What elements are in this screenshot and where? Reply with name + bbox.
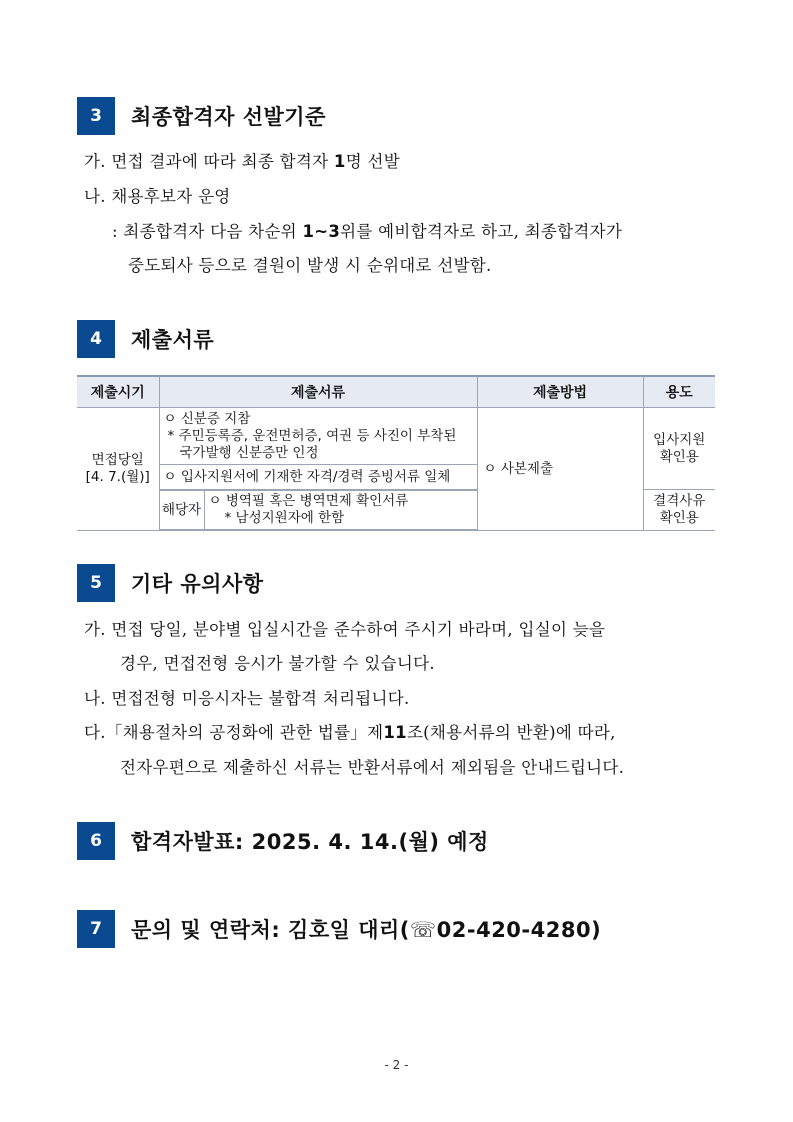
page-number: - 2 - [384, 1058, 409, 1072]
s3-item-na-detail-cont: 중도퇴사 등으로 결원이 발생 시 순위대로 선발함. [128, 256, 492, 275]
s3-item-na-detail: : 최종합격자 다음 차순위 1~3위를 예비합격자로 하고, 최종합격자가 [112, 222, 623, 241]
method-cell: ㅇ 사본제출 [477, 408, 643, 531]
section-title: 최종합격자 선발기준 [131, 105, 326, 129]
s5-item-da: 다.「채용절차의 공정화에 관한 법률」제11조(채용서류의 반환)에 따라, [84, 723, 616, 742]
timing-text: 면접당일 [91, 452, 144, 468]
use-text: 확인용 [659, 448, 699, 465]
document-note: * 남성지원자에 한함 [224, 510, 345, 526]
section-number-badge: 3 [77, 97, 115, 135]
use-text: 확인용 [659, 510, 699, 526]
section-7-heading [77, 910, 601, 948]
section-3-heading [77, 97, 326, 135]
s3-item-na: 나. 채용후보자 운영 [84, 187, 231, 206]
submission-documents-table [77, 375, 715, 531]
timing-cell [77, 408, 159, 531]
s3-item-ga: 가. 면접 결과에 따라 최종 합격자 1명 선발 [84, 152, 400, 171]
use-text: 입사지원 [653, 431, 706, 448]
section-number-badge: 5 [77, 564, 115, 602]
section-title: 기타 유의사항 [131, 572, 264, 596]
s5-item-ga-cont: 경우, 면접전형 응시가 불가할 수 있습니다. [120, 654, 435, 673]
header-cell: 제출방법 [477, 376, 643, 408]
table-header-row [77, 376, 715, 408]
s5-item-da-cont: 전자우편으로 제출하신 서류는 반환서류에서 제외됨을 안내드립니다. [120, 758, 625, 777]
use-cell [643, 408, 715, 490]
use-text: 결격사유 [653, 493, 706, 509]
section-title: 합격자발표: 2025. 4. 14.(월) 예정 [131, 830, 489, 854]
document-cell: ㅇ 입사지원서에 기재한 자격/경력 증빙서류 일체 [159, 465, 477, 490]
section-title: 제출서류 [131, 328, 215, 352]
applicable-subtable [160, 490, 477, 530]
document-line: ㅇ 신분증 지참 [163, 410, 251, 427]
document-cell [159, 408, 477, 465]
s5-item-na: 나. 면접전형 미응시자는 불합격 처리됩니다. [84, 689, 410, 708]
section-title: 문의 및 연락처: 김호일 대리(☏02-420-4280) [131, 918, 602, 942]
applicable-docs [204, 491, 477, 530]
use-cell [643, 490, 715, 531]
document-line: ㅇ 병역필 혹은 병역면제 확인서류 [208, 493, 409, 509]
header-cell: 제출서류 [159, 376, 477, 408]
table-row [77, 408, 715, 465]
section-number-badge: 4 [77, 320, 115, 358]
timing-date: [4. 7.(월)] [85, 469, 150, 485]
section-6-heading [77, 822, 489, 860]
section-number-badge: 6 [77, 822, 115, 860]
header-cell: 용도 [643, 376, 715, 408]
section-number-badge: 7 [77, 910, 115, 948]
document-cell [159, 490, 477, 531]
section-5-heading [77, 564, 264, 602]
document-note: 국가발행 신분증만 인정 [179, 444, 319, 461]
section-4-heading [77, 320, 214, 358]
document-note: * 주민등록증, 운전면허증, 여권 등 사진이 부착된 [167, 427, 457, 444]
header-cell: 제출시기 [77, 376, 159, 408]
applicable-label: 해당자 [160, 491, 205, 530]
s5-item-ga: 가. 면접 당일, 분야별 입실시간을 준수하여 주시기 바라며, 입실이 늦을 [84, 620, 606, 639]
